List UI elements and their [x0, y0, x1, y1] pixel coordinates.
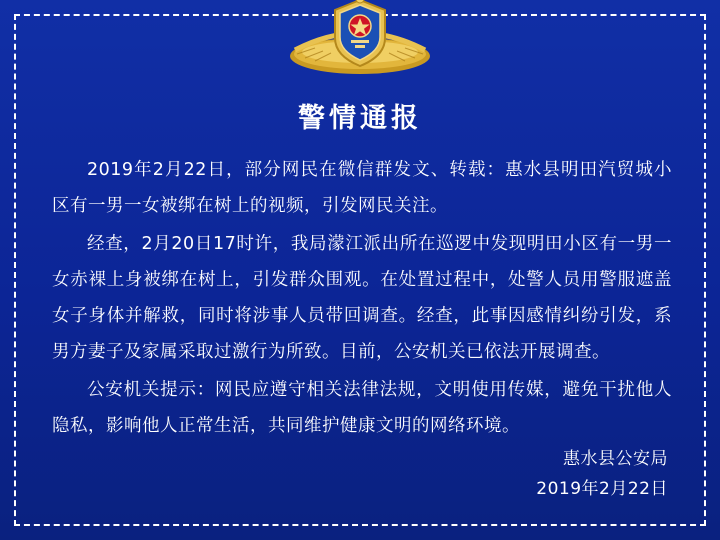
police-badge-emblem-icon — [285, 0, 435, 90]
paragraph-2: 经查，2月20日17时许，我局濛江派出所在巡逻中发现明田小区有一男一女赤裸上身被绑在树上，引发群众围观。在处置过程中，处警人员用警服遮盖女子身体并解救，同时将涉事人员带回调查。经查，此事因感情纠纷引发，系男方妻子及家属采取过激行为所致。目前，公安机关已依法开展调查。 — [52, 234, 672, 362]
signature-date: 2019年2月22日 — [536, 479, 668, 499]
notice-body — [52, 152, 672, 446]
paragraph-1: 2019年2月22日，部分网民在微信群发文、转载：惠水县明田汽贸城小区有一男一女被绑在树上的视频，引发网民关注。 — [52, 160, 672, 216]
signature-block — [536, 444, 668, 504]
signature-organization: 惠水县公安局 — [563, 449, 668, 469]
paragraph-3: 公安机关提示：网民应遵守相关法律法规，文明使用传媒，避免干扰他人隐私，影响他人正常生活，共同维护健康文明的网络环境。 — [52, 380, 672, 436]
page-title: 警情通报 — [298, 103, 422, 134]
